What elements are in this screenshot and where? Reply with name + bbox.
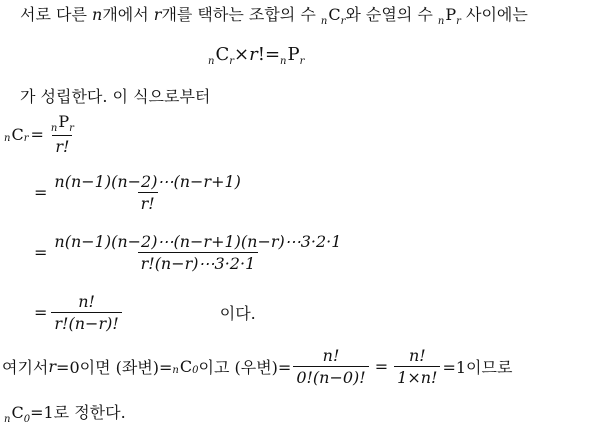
symbol-P: P bbox=[445, 5, 457, 24]
equals-sign: = bbox=[34, 303, 48, 322]
derivation-step-1 bbox=[4, 112, 79, 156]
numerator-text: n(n−1)(n−2)⋯(n−r+1) bbox=[54, 172, 241, 191]
fraction bbox=[394, 346, 440, 387]
equals-sign: = bbox=[264, 44, 281, 65]
factorial-sign: ! bbox=[257, 44, 265, 65]
denominator-text: r! bbox=[55, 137, 70, 156]
fraction bbox=[293, 346, 368, 387]
sub-r: r bbox=[340, 16, 346, 27]
sub-0: 0 bbox=[192, 365, 199, 376]
fraction-denominator bbox=[394, 366, 440, 387]
symbol-P: P bbox=[58, 112, 70, 131]
pre-sub-n: n bbox=[437, 16, 445, 27]
sub-r: r bbox=[23, 132, 29, 144]
pre-sub-n: n bbox=[208, 56, 215, 67]
fraction-numerator bbox=[51, 172, 243, 192]
denominator-text: r! bbox=[140, 194, 155, 213]
intro-text-4: 와 순열의 수 bbox=[345, 5, 438, 24]
symbol-C: C bbox=[179, 357, 193, 376]
fraction-numerator bbox=[75, 292, 98, 312]
pre-sub-n: n bbox=[320, 16, 328, 27]
intro-sentence bbox=[20, 4, 528, 29]
denominator-text: 1×n! bbox=[397, 368, 438, 387]
definition-sentence bbox=[4, 402, 126, 427]
fraction bbox=[51, 172, 243, 213]
special-text-3: 이고 (우변)= bbox=[198, 358, 292, 377]
equals-sign: = bbox=[30, 124, 44, 144]
pre-sub-n: n bbox=[4, 132, 11, 144]
var-n: n bbox=[92, 5, 103, 24]
numerator-text: n(n−1)(n−2)⋯(n−r+1)(n−r)⋯3·2·1 bbox=[54, 232, 342, 251]
equals-sign: = bbox=[34, 243, 48, 262]
denominator-text: 0!(n−0)! bbox=[296, 368, 366, 387]
fraction-numerator bbox=[406, 346, 429, 366]
sub-r: r bbox=[456, 16, 461, 27]
derivation-step-3 bbox=[34, 232, 346, 273]
sub-r: r bbox=[69, 123, 74, 134]
special-text-4: =1이므로 bbox=[442, 358, 513, 377]
symbol-C: C bbox=[215, 44, 230, 65]
derivation-step-2 bbox=[34, 172, 246, 213]
symbol-P: P bbox=[287, 44, 300, 65]
pre-sub-n: n bbox=[280, 56, 287, 67]
fraction bbox=[48, 112, 77, 156]
fraction-numerator bbox=[51, 232, 344, 252]
pre-sub-n: n bbox=[172, 365, 179, 376]
pre-sub-n: n bbox=[50, 123, 58, 134]
fraction bbox=[51, 292, 121, 333]
fraction-denominator bbox=[138, 192, 158, 213]
special-case-sentence bbox=[2, 346, 512, 387]
equals-sign: = bbox=[34, 183, 48, 202]
pre-sub-n: n bbox=[4, 414, 11, 425]
intro-text-1: 서로 다른 bbox=[20, 5, 92, 24]
conclusion-text: 이다. bbox=[219, 304, 256, 323]
transition-text: 가 성립한다. 이 식으로부터 bbox=[20, 87, 211, 106]
sub-r: r bbox=[229, 56, 235, 67]
numerator-text: n! bbox=[322, 346, 340, 365]
fraction-numerator bbox=[320, 346, 343, 366]
special-text-1: 여기서 bbox=[2, 358, 49, 377]
intro-text-2: 개에서 bbox=[102, 5, 154, 24]
times-sign: × bbox=[234, 44, 250, 65]
transition-sentence bbox=[20, 86, 210, 108]
var-r: r bbox=[249, 44, 258, 65]
var-r: r bbox=[48, 357, 57, 376]
sub-r: r bbox=[299, 56, 305, 67]
intro-text-3: 개를 택하는 조합의 수 bbox=[161, 5, 321, 24]
fraction-denominator bbox=[51, 312, 121, 333]
special-text-2: =0이면 (좌변)= bbox=[56, 358, 173, 377]
denominator-text: r!(n−r)⋯3·2·1 bbox=[140, 254, 256, 273]
derivation-step-4 bbox=[34, 292, 256, 333]
denominator-text: r!(n−r)! bbox=[54, 314, 119, 333]
symbol-C: C bbox=[11, 403, 24, 422]
numerator-text: n! bbox=[78, 292, 95, 311]
definition-text: =1로 정한다. bbox=[30, 403, 126, 422]
fraction-denominator bbox=[138, 252, 259, 273]
numerator-text: n! bbox=[408, 346, 426, 365]
symbol-C: C bbox=[328, 5, 341, 24]
fraction-denominator bbox=[293, 366, 368, 387]
fraction bbox=[51, 232, 344, 273]
fraction-denominator bbox=[52, 135, 72, 156]
symbol-C: C bbox=[11, 124, 24, 144]
sub-0: 0 bbox=[23, 414, 31, 425]
fraction-numerator bbox=[48, 112, 77, 135]
identity-equation bbox=[208, 44, 304, 69]
equals-sign: = bbox=[374, 357, 389, 376]
intro-text-5: 사이에는 bbox=[460, 5, 528, 24]
var-r: r bbox=[153, 5, 162, 24]
